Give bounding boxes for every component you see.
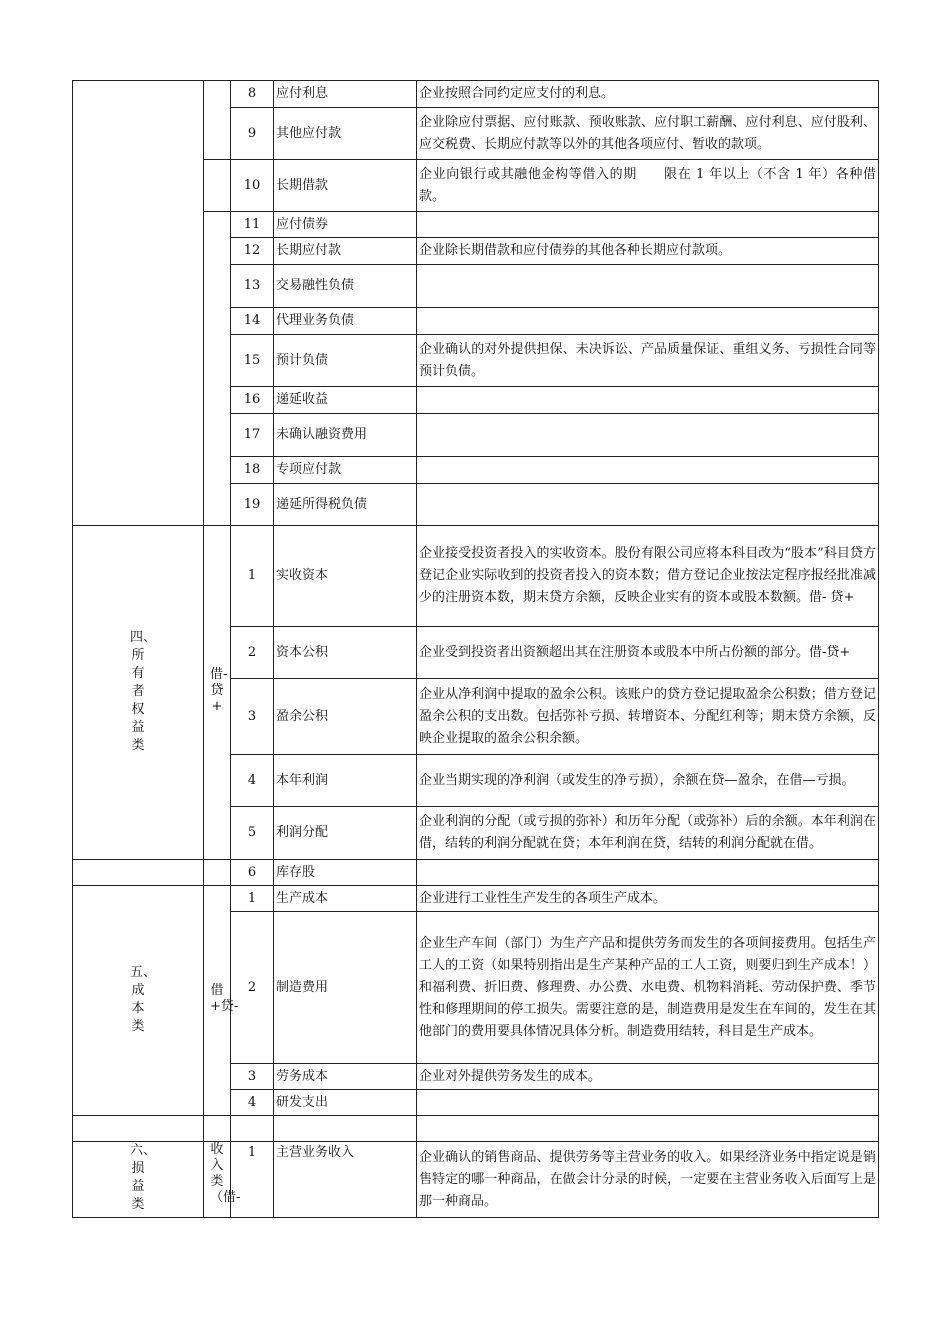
- category-cell: [73, 886, 204, 1116]
- table-row: [73, 886, 879, 912]
- row-number: 6: [231, 860, 274, 886]
- table-row: [73, 1116, 879, 1142]
- row-number: 8: [231, 81, 274, 108]
- category-cell: [73, 526, 204, 860]
- account-description: [417, 387, 879, 414]
- category-cell: [73, 1116, 204, 1142]
- account-description: [417, 1116, 879, 1142]
- row-number: 11: [231, 212, 274, 238]
- table-row: [73, 526, 879, 627]
- row-number: 18: [231, 457, 274, 484]
- account-description: 企业当期实现的净利润（或发生的净亏损），余额在贷—盈余，在借—亏损。: [417, 755, 879, 807]
- row-number: 15: [231, 335, 274, 387]
- account-description: 企业确认的对外提供担保、未决诉讼、产品质量保证、重组义务、亏损性合同等预计负债。: [417, 335, 879, 387]
- row-number: 9: [231, 108, 274, 160]
- row-number: 16: [231, 387, 274, 414]
- account-description: [417, 484, 879, 526]
- account-description: [417, 265, 879, 308]
- account-name: 其他应付款: [274, 108, 417, 160]
- account-name: 预计负债: [274, 335, 417, 387]
- account-description: [417, 457, 879, 484]
- account-name: 未确认融资费用: [274, 414, 417, 457]
- account-name: 生产成本: [274, 886, 417, 912]
- row-number: 13: [231, 265, 274, 308]
- account-description: 企业受到投资者出资额超出其在注册资本或股本中所占份额的部分。借-贷+: [417, 627, 879, 679]
- account-name: [274, 1116, 417, 1142]
- row-number: 1: [231, 1142, 274, 1218]
- account-name: 长期借款: [274, 160, 417, 212]
- account-table: [72, 80, 879, 1218]
- account-name: 盈余公积: [274, 679, 417, 755]
- account-description: 企业接受投资者投入的实收资本。股份有限公司应将本科目改为“股本”科目贷方登记企业实际收到的投资者投入的资本数；借方登记企业按法定程序报经批准减少的注册资本数，期末贷方余额，反映企业实有的资本或股本数额。借- 贷+: [417, 526, 879, 627]
- account-description: 企业进行工业性生产发生的各项生产成本。: [417, 886, 879, 912]
- account-name: 应付利息: [274, 81, 417, 108]
- account-description: 企业确认的销售商品、提供劳务等主营业务的收入。如果经济业务中指定说是销售特定的哪一种商品，在做会计分录的时候，一定要在主营业务收入后面写上是那一种商品。: [417, 1142, 879, 1218]
- account-description: 企业生产车间（部门）为生产产品和提供劳务而发生的各项间接费用。包括生产工人的工资（如果特别指出是生产某种产品的工人工资，则要归到生产成本！）和福利费、折旧费、修理费、办公费、水电费、机物料消耗、劳动保护费、季节性和修理期间的停工损失。需要注意的是，制造费用是发生在车间的，发生在其他部门的费用要具体情况具体分析。制造费用结转，科目是生产成本。: [417, 912, 879, 1064]
- balance-cell: [204, 212, 231, 526]
- account-name: 代理业务负债: [274, 308, 417, 335]
- account-name: 库存股: [274, 860, 417, 886]
- category-cell: [73, 81, 204, 526]
- account-name: 实收资本: [274, 526, 417, 627]
- account-name: 长期应付款: [274, 238, 417, 265]
- account-name: 资本公积: [274, 627, 417, 679]
- account-description: [417, 414, 879, 457]
- row-number: 4: [231, 755, 274, 807]
- account-description: 企业利润的分配（或亏损的弥补）和历年分配（或弥补）后的余额。本年利润在借，结转的利润分配就在贷；本年利润在贷，结转的利润分配就在借。: [417, 807, 879, 860]
- category-label: 五、成本类: [130, 964, 157, 1034]
- account-name: 递延所得税负债: [274, 484, 417, 526]
- balance-direction: 借+贷-: [210, 983, 239, 1014]
- account-name: 主营业务收入: [274, 1142, 417, 1218]
- account-name: 制造费用: [274, 912, 417, 1064]
- category-label: 六、损益类: [130, 1143, 157, 1212]
- balance-cell: [204, 160, 231, 212]
- table-row: [73, 1142, 879, 1218]
- account-description: 企业除长期借款和应付债券的其他各种长期应付款项。: [417, 238, 879, 265]
- balance-direction: 借-贷+: [210, 667, 228, 714]
- account-description: 企业除应付票据、应付账款、预收账款、应付职工薪酬、应付利息、应付股利、应交税费、长期应付款等以外的其他各项应付、暂收的款项。: [417, 108, 879, 160]
- account-name: 专项应付款: [274, 457, 417, 484]
- account-name: 本年利润: [274, 755, 417, 807]
- row-number: 17: [231, 414, 274, 457]
- row-number: 1: [231, 886, 274, 912]
- balance-cell: [204, 860, 231, 886]
- row-number: 4: [231, 1090, 274, 1116]
- account-description: [417, 212, 879, 238]
- account-name: 应付债券: [274, 212, 417, 238]
- balance-cell: [204, 886, 239, 1116]
- balance-cell: [204, 81, 231, 160]
- table-row: [73, 860, 879, 886]
- row-number: 14: [231, 308, 274, 335]
- row-number: 19: [231, 484, 274, 526]
- account-description: [417, 308, 879, 335]
- row-number: 5: [231, 807, 274, 860]
- table-row: [73, 81, 879, 108]
- row-number: 12: [231, 238, 274, 265]
- balance-direction: 收入类（借-: [210, 1142, 241, 1205]
- balance-cell: [204, 526, 231, 860]
- account-name: 研发支出: [274, 1090, 417, 1116]
- balance-cell: [204, 1142, 241, 1218]
- category-label: 四、所有者权益类: [130, 629, 157, 753]
- account-description: 企业对外提供劳务发生的成本。: [417, 1064, 879, 1090]
- row-number: 10: [231, 160, 274, 212]
- row-number: 1: [231, 526, 274, 627]
- row-number: 3: [231, 1064, 274, 1090]
- account-description: 企业从净利润中提取的盈余公积。该账户的贷方登记提取盈余公积数；借方登记盈余公积的支出数。包括弥补亏损、转增资本、分配红利等；期末贷方余额，反映企业提取的盈余公积余额。: [417, 679, 879, 755]
- account-description: 企业向银行或其融他金构等借入的期 限在 1 年以上（不含 1 年）各种借款。: [417, 160, 879, 212]
- row-number: 2: [231, 912, 274, 1064]
- account-name: 利润分配: [274, 807, 417, 860]
- account-description: 企业按照合同约定应支付的利息。: [417, 81, 879, 108]
- row-number: [231, 1116, 274, 1142]
- account-description: [417, 1090, 879, 1116]
- account-name: 劳务成本: [274, 1064, 417, 1090]
- account-name: 递延收益: [274, 387, 417, 414]
- category-cell: [73, 1142, 204, 1218]
- row-number: 2: [231, 627, 274, 679]
- account-description: [417, 860, 879, 886]
- category-cell: [73, 860, 204, 886]
- row-number: 3: [231, 679, 274, 755]
- balance-cell: [204, 1116, 231, 1142]
- account-name: 交易融性负债: [274, 265, 417, 308]
